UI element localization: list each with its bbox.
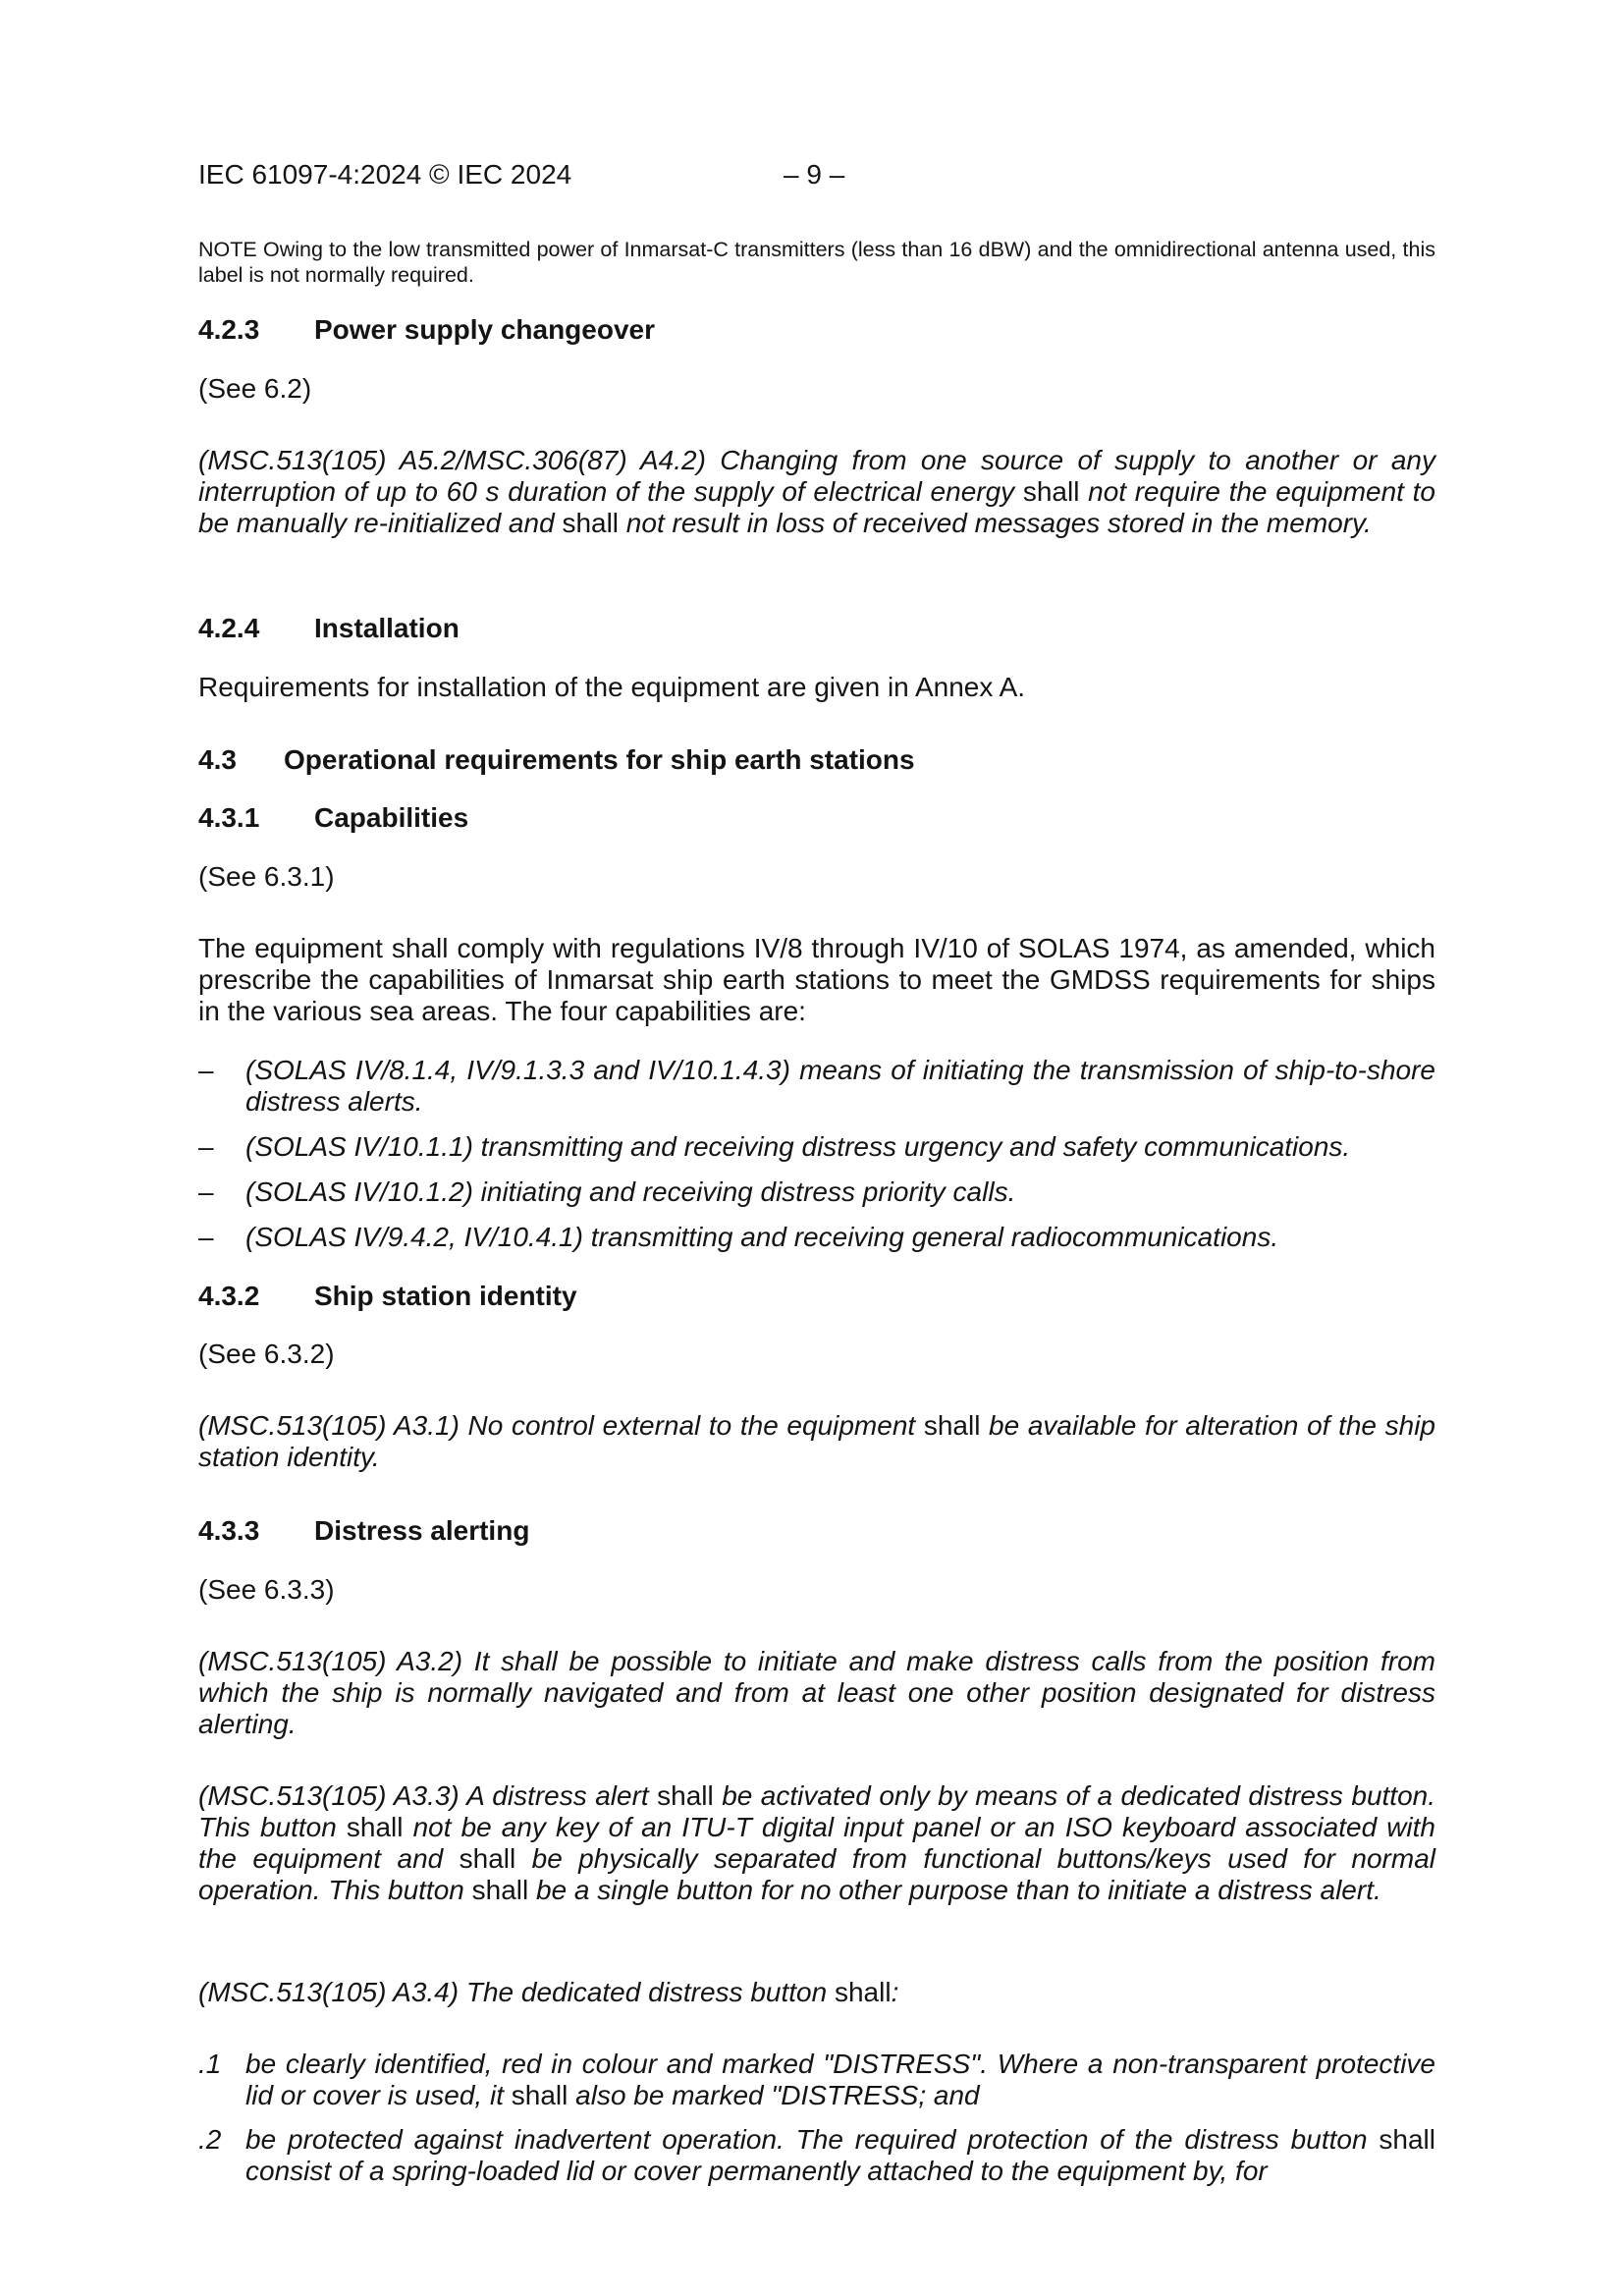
list-item-text: (SOLAS IV/8.1.4, IV/9.1.3.3 and IV/10.1.4.3) means of initiating the transmission of ship-to-shore distress alerts. [245,1055,1435,1117]
heading-title: Power supply changeover [314,314,655,345]
see-reference: (See 6.3.2) [198,1339,335,1369]
list-item-text: be protected against inadvertent operation. The required protection of the distress button shall consist of a spring-loaded lid or cover permanently attached to the equipment by, for [245,2124,1435,2186]
heading-title: Operational requirements for ship earth stations [284,744,915,775]
list-item [198,1222,1435,1253]
dash-marker: – [198,1055,214,1085]
dash-marker: – [198,1176,214,1207]
see-reference: (See 6.3.3) [198,1574,335,1605]
list-item-text: (SOLAS IV/10.1.1) transmitting and receiving distress urgency and safety communications. [245,1131,1351,1162]
list-item-text: be clearly identified, red in colour and marked "DISTRESS". Where a non-transparent protective lid or cover is used, it shall also be marked "DISTRESS; and [245,2049,1435,2110]
header-standard: IEC 61097-4:2024 © IEC 2024 [198,159,572,190]
list-item-text: (SOLAS IV/10.1.2) initiating and receiving distress priority calls. [245,1176,1016,1207]
see-reference: (See 6.2) [198,373,312,404]
capabilities-paragraph: The equipment shall comply with regulations IV/8 through IV/10 of SOLAS 1974, as amended, which prescribe the capabilities of Inmarsat ship earth stations to meet the GMDSS requirements for ships in the various sea areas. The four capabilities are: [198,933,1435,1026]
list-item [198,1176,1435,1208]
see-reference: (See 6.3.1) [198,861,335,892]
heading-title: Ship station identity [314,1281,577,1311]
requirement-paragraph: (MSC.513(105) A3.3) A distress alert shall be activated only by means of a dedicated distress button. This button shall not be any key of an ITU-T digital input panel or an ISO keyboard associated with the equipment and shall be physically separated from functional buttons/keys used for normal operation. This button shall be a single button for no other purpose than to initiate a distress alert. [198,1780,1436,1905]
header-page-number: – 9 – [784,159,845,190]
heading-number: 4.3.1 [198,802,260,833]
heading-number: 4.3.3 [198,1515,260,1546]
dash-marker: – [198,1131,214,1162]
requirement-paragraph: (MSC.513(105) A3.4) The dedicated distress button shall: [198,1977,899,2007]
installation-paragraph: Requirements for installation of the equipment are given in Annex A. [198,672,1026,702]
heading-title: Installation [314,613,460,643]
heading-number: 4.2.4 [198,613,260,643]
heading-number: 4.3 [198,744,237,775]
list-item [198,2124,1435,2187]
heading-number: 4.3.2 [198,1281,260,1311]
item-number: .1 [198,2049,222,2079]
list-item [198,1131,1435,1163]
heading-number: 4.2.3 [198,314,260,345]
list-item [198,2049,1435,2111]
requirement-paragraph: (MSC.513(105) A3.1) No control external to the equipment shall be available for alteration of the ship station identity. [198,1410,1436,1472]
note-paragraph: NOTE Owing to the low transmitted power of Inmarsat-C transmitters (less than 16 dBW) and the omnidirectional antenna used, this label is not normally required. [198,238,1435,287]
item-number: .2 [198,2124,222,2155]
list-item [198,1055,1435,1118]
requirement-paragraph: (MSC.513(105) A5.2/MSC.306(87) A4.2) Changing from one source of supply to another or any interruption of up to 60 s duration of the supply of electrical energy shall not require the equipment to be manually re-initialized and shall not result in loss of received messages stored in the memory. [198,445,1435,538]
heading-title: Distress alerting [314,1515,530,1546]
dash-marker: – [198,1222,214,1252]
list-item-text: (SOLAS IV/9.4.2, IV/10.4.1) transmitting and receiving general radiocommunications. [245,1222,1279,1252]
heading-title: Capabilities [314,802,469,833]
requirement-paragraph: (MSC.513(105) A3.2) It shall be possible to initiate and make distress calls from the position from which the ship is normally navigated and from at least one other position designated for distress alerting. [198,1646,1435,1739]
